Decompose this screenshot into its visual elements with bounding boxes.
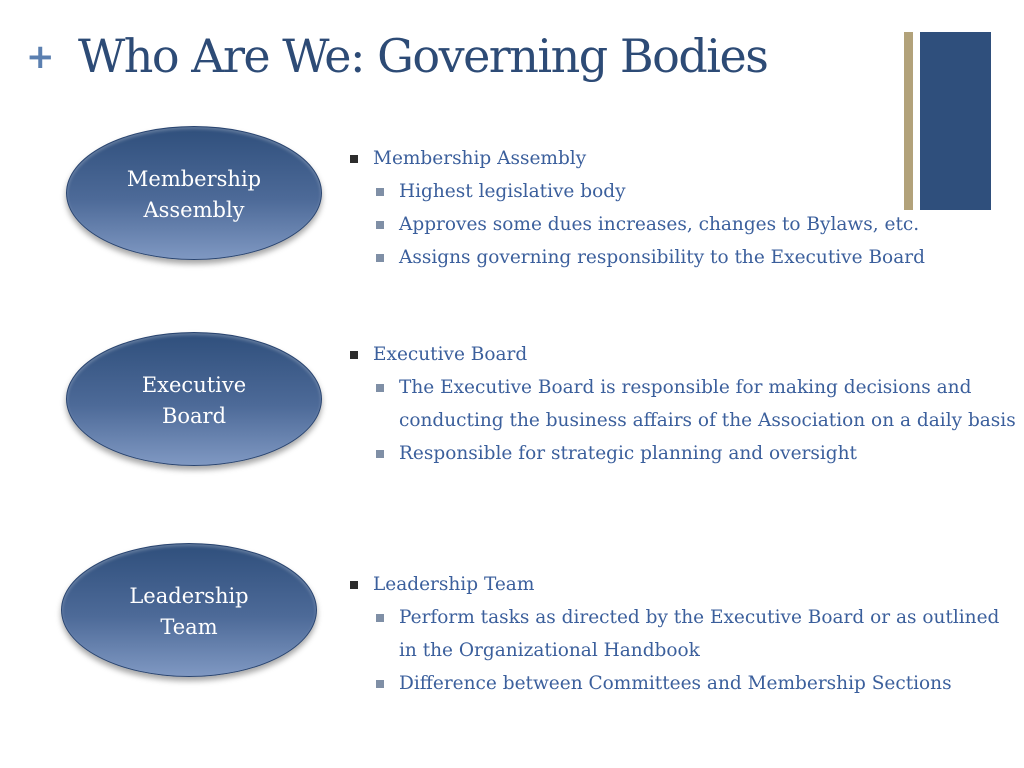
sub-bullet-text: Difference between Committees and Membership Sections [399, 673, 952, 694]
oval-label-line: Board [161, 404, 227, 428]
square-bullet-icon [376, 188, 384, 196]
bullet-heading [350, 568, 1020, 601]
bullet-heading [350, 338, 1020, 371]
sub-bullet-text: Responsible for strategic planning and oversight [399, 443, 857, 464]
heading-text: Executive Board [373, 344, 528, 365]
square-bullet-icon [350, 351, 358, 359]
sub-bullet-text: Assigns governing responsibility to the Executive Board [399, 247, 925, 268]
sub-bullet [350, 175, 1020, 208]
sub-bullet-text: Highest legislative body [399, 181, 626, 202]
oval-label-line: Leadership [129, 584, 249, 608]
executive-board-section [350, 338, 1020, 470]
square-bullet-icon [376, 221, 384, 229]
sub-bullet-text: The Executive Board is responsible for making decisions and conducting the business affairs of the Association on a daily basis [399, 377, 1016, 431]
membership-assembly-oval [66, 126, 322, 260]
square-bullet-icon [376, 384, 384, 392]
square-bullet-icon [376, 450, 384, 458]
heading-text: Membership Assembly [373, 148, 587, 169]
membership-assembly-section [350, 142, 1020, 274]
sub-bullet [350, 371, 1020, 437]
sub-bullet [350, 437, 1020, 470]
plus-icon: + [26, 37, 55, 77]
square-bullet-icon [376, 614, 384, 622]
sub-bullet [350, 601, 1020, 667]
oval-label-line: Membership [126, 167, 262, 191]
square-bullet-icon [376, 680, 384, 688]
oval-label-line: Executive [141, 373, 247, 397]
oval-label-line: Team [160, 615, 218, 639]
sub-bullet-text: Approves some dues increases, changes to Bylaws, etc. [399, 214, 920, 235]
slide-title: Who Are We: Governing Bodies [78, 29, 768, 83]
leadership-team-section [350, 568, 1020, 700]
bullet-heading [350, 142, 1020, 175]
square-bullet-icon [350, 155, 358, 163]
heading-text: Leadership Team [373, 574, 535, 595]
leadership-team-oval [61, 543, 317, 677]
sub-bullet [350, 208, 1020, 241]
executive-board-oval [66, 332, 322, 466]
square-bullet-icon [376, 254, 384, 262]
sub-bullet-text: Perform tasks as directed by the Executive Board or as outlined in the Organizational Handbook [399, 607, 1000, 661]
sub-bullet [350, 241, 1020, 274]
sub-bullet [350, 667, 1020, 700]
square-bullet-icon [350, 581, 358, 589]
oval-label-line: Assembly [143, 198, 245, 222]
